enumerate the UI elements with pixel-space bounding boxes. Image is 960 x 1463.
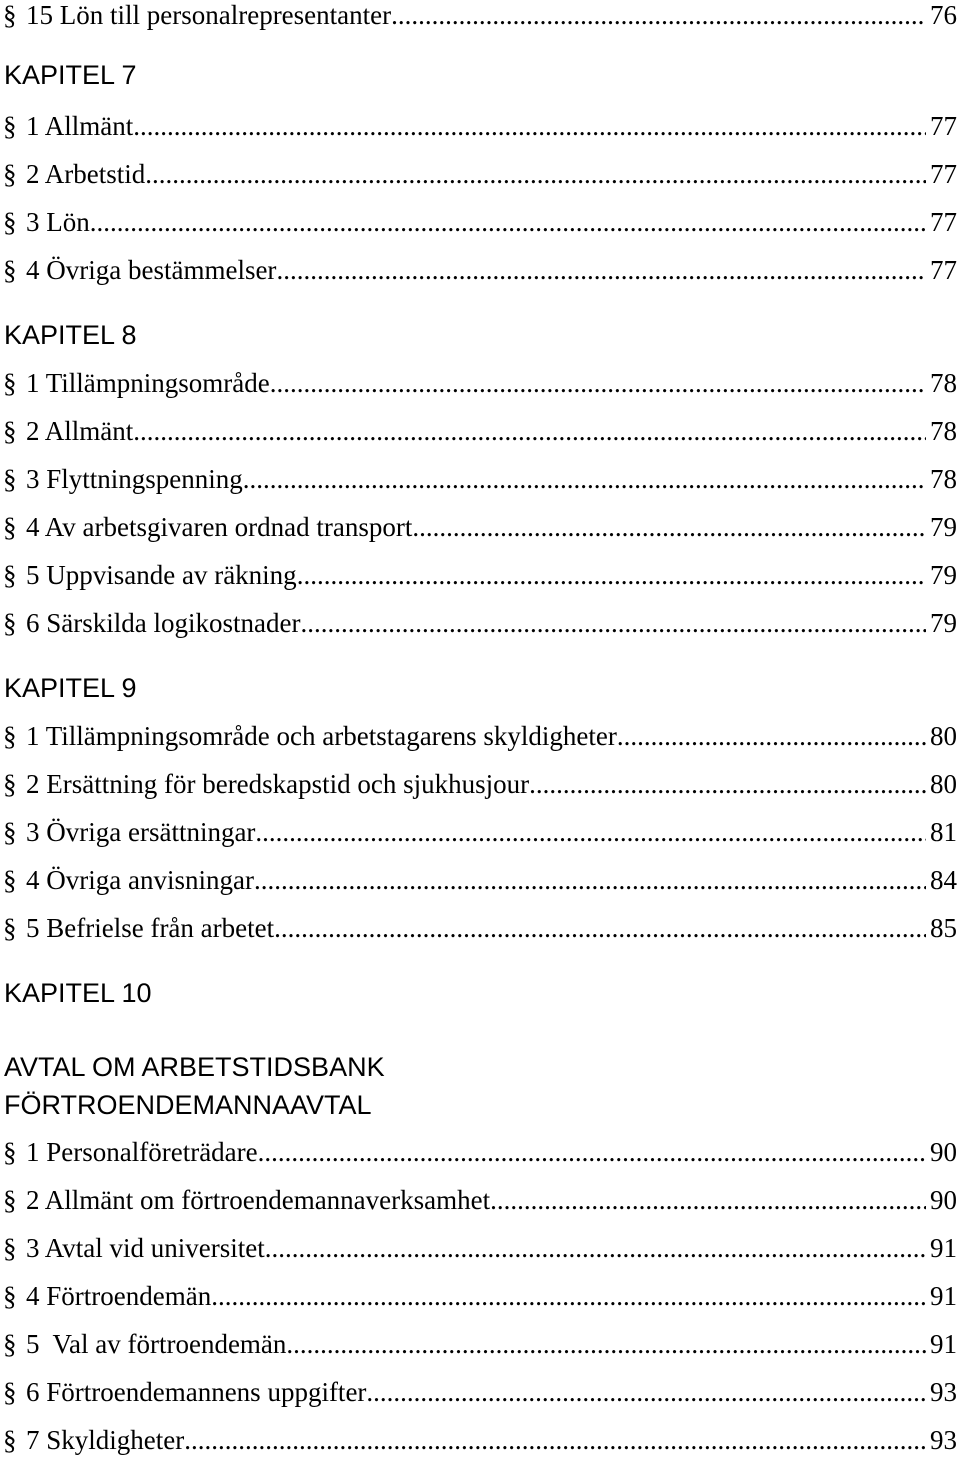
section-symbol: § <box>3 464 17 494</box>
toc-entry[interactable] <box>0 911 960 945</box>
toc-entry-title: 3 Avtal vid universitet <box>26 1233 265 1263</box>
toc-entry-line <box>26 1327 960 1361</box>
page-number: 90 <box>930 1185 957 1215</box>
chapter-heading: KAPITEL 7 <box>4 60 137 90</box>
section-symbol: § <box>3 1329 17 1359</box>
toc-entry-line <box>26 558 960 592</box>
toc-entry-title: 4 Övriga bestämmelser <box>26 255 277 285</box>
section-symbol: § <box>3 1137 17 1167</box>
page-number: 80 <box>930 769 957 799</box>
page-number: 78 <box>930 368 957 398</box>
toc-entry[interactable] <box>0 366 960 400</box>
toc-entry-title: 6 Särskilda logikostnader <box>26 608 301 638</box>
toc-entry[interactable] <box>0 815 960 849</box>
dot-leader <box>276 253 926 287</box>
dot-leader <box>243 462 926 496</box>
toc-entry-title: 3 Lön <box>26 207 90 237</box>
dot-leader <box>211 1279 926 1313</box>
toc-entry[interactable] <box>0 414 960 448</box>
section-symbol: § <box>3 1185 17 1215</box>
toc-entry-title: 6 Förtroendemannens uppgifter <box>26 1377 367 1407</box>
chapter-heading: KAPITEL 8 <box>4 320 137 350</box>
section-symbol: § <box>3 159 17 189</box>
toc-entry-title: 3 Övriga ersättningar <box>26 817 256 847</box>
toc-entry[interactable] <box>0 0 960 32</box>
section-symbol: § <box>3 913 17 943</box>
dot-leader <box>366 1375 926 1409</box>
page-number: 91 <box>930 1233 957 1263</box>
page-number: 79 <box>930 560 957 590</box>
dot-leader <box>297 558 926 592</box>
toc-entry[interactable] <box>0 606 960 640</box>
dot-leader <box>412 510 926 544</box>
toc-entry[interactable] <box>0 719 960 753</box>
page-number: 78 <box>930 464 957 494</box>
section-symbol: § <box>3 1377 17 1407</box>
toc-entry-line <box>26 1183 960 1217</box>
toc-entry-line <box>26 719 960 753</box>
page-number: 77 <box>930 111 957 141</box>
toc-entry-title: 4 Övriga anvisningar <box>26 865 254 895</box>
dot-leader <box>286 1327 926 1361</box>
toc-entry[interactable] <box>0 510 960 544</box>
dot-leader <box>300 606 926 640</box>
toc-entry-title: 2 Allmänt <box>26 416 134 446</box>
toc-entry-line <box>26 1423 960 1457</box>
page-number: 76 <box>930 0 957 30</box>
dot-leader <box>274 911 926 945</box>
page-number: 85 <box>930 913 957 943</box>
dot-leader <box>133 414 926 448</box>
toc-entry[interactable] <box>0 109 960 143</box>
toc-entry[interactable] <box>0 767 960 801</box>
section-symbol: § <box>3 1281 17 1311</box>
toc-entry-title: 2 Arbetstid <box>26 159 146 189</box>
toc-entry-title: 5 Val av förtroendemän <box>26 1329 287 1359</box>
chapter-heading: KAPITEL 9 <box>4 673 137 703</box>
section-symbol: § <box>3 560 17 590</box>
section-symbol: § <box>3 721 17 751</box>
section-symbol: § <box>3 512 17 542</box>
toc-entry[interactable] <box>0 253 960 287</box>
toc-entry[interactable] <box>0 1423 960 1457</box>
page-number: 77 <box>930 159 957 189</box>
toc-entry-title: 15 Lön till personalrepresentanter <box>26 0 392 30</box>
page-number: 79 <box>930 608 957 638</box>
toc-entry-line <box>26 157 960 191</box>
toc-entry[interactable] <box>0 1231 960 1265</box>
toc-entry-line <box>26 510 960 544</box>
dot-leader <box>265 1231 926 1265</box>
toc-entry[interactable] <box>0 863 960 897</box>
toc-entry-line <box>26 366 960 400</box>
page-number: 93 <box>930 1377 957 1407</box>
toc-entry-line <box>26 0 960 32</box>
toc-entry-line <box>26 815 960 849</box>
section-symbol: § <box>3 608 17 638</box>
page-number: 90 <box>930 1137 957 1167</box>
dot-leader <box>254 863 926 897</box>
toc-entry-title: 3 Flyttningspenning <box>26 464 243 494</box>
toc-entry-title: 1 Allmänt <box>26 111 134 141</box>
toc-entry-line <box>26 911 960 945</box>
toc-entry-line <box>26 109 960 143</box>
toc-entry[interactable] <box>0 1183 960 1217</box>
toc-entry[interactable] <box>0 205 960 239</box>
dot-leader <box>258 1135 926 1169</box>
toc-entry-title: 2 Allmänt om förtroendemannaverksamhet <box>26 1185 491 1215</box>
section-symbol: § <box>3 368 17 398</box>
section-symbol: § <box>3 416 17 446</box>
page-number: 77 <box>930 207 957 237</box>
page-number: 93 <box>930 1425 957 1455</box>
toc-entry-line <box>26 205 960 239</box>
page-number: 78 <box>930 416 957 446</box>
page-number: 84 <box>930 865 957 895</box>
toc-entry[interactable] <box>0 1135 960 1169</box>
toc-entry-title: 4 Förtroendemän <box>26 1281 212 1311</box>
toc-entry-title: 2 Ersättning för beredskapstid och sjukhusjour <box>26 769 530 799</box>
dot-leader <box>184 1423 926 1457</box>
toc-entry[interactable] <box>0 1375 960 1409</box>
toc-entry-line <box>26 1375 960 1409</box>
dot-leader <box>133 109 926 143</box>
toc-entry[interactable] <box>0 462 960 496</box>
toc-entry-title: 1 Personalföreträdare <box>26 1137 258 1167</box>
section-symbol: § <box>3 111 17 141</box>
dot-leader <box>617 719 926 753</box>
page-number: 91 <box>930 1329 957 1359</box>
toc-entry-line <box>26 253 960 287</box>
dot-leader <box>145 157 926 191</box>
chapter-heading: AVTAL OM ARBETSTIDSBANK <box>4 1052 385 1082</box>
toc-entry-title: 1 Tillämpningsområde <box>26 368 270 398</box>
section-symbol: § <box>3 817 17 847</box>
section-symbol: § <box>3 769 17 799</box>
toc-entry-line <box>26 1231 960 1265</box>
section-symbol: § <box>3 255 17 285</box>
toc-entry-line <box>26 606 960 640</box>
dot-leader <box>391 0 926 32</box>
dot-leader <box>90 205 926 239</box>
section-symbol: § <box>3 865 17 895</box>
toc-entry-title: 1 Tillämpningsområde och arbetstagarens skyldigheter <box>26 721 617 751</box>
toc-entry-title: 4 Av arbetsgivaren ordnad transport <box>26 512 413 542</box>
dot-leader <box>529 767 926 801</box>
page-number: 81 <box>930 817 957 847</box>
toc-entry-line <box>26 462 960 496</box>
chapter-heading: FÖRTROENDEMANNAAVTAL <box>4 1090 372 1120</box>
dot-leader <box>255 815 926 849</box>
section-symbol: § <box>3 1425 17 1455</box>
toc-entry-line <box>26 414 960 448</box>
section-symbol: § <box>3 0 17 30</box>
toc-entry-line <box>26 1279 960 1313</box>
page-number: 77 <box>930 255 957 285</box>
toc-entry-line <box>26 863 960 897</box>
toc-entry-line <box>26 767 960 801</box>
page-number: 79 <box>930 512 957 542</box>
toc-entry-title: 5 Befrielse från arbetet <box>26 913 275 943</box>
page-number: 80 <box>930 721 957 751</box>
chapter-heading: KAPITEL 10 <box>4 978 152 1008</box>
toc-entry[interactable] <box>0 558 960 592</box>
toc-entry[interactable] <box>0 1279 960 1313</box>
toc-entry-line <box>26 1135 960 1169</box>
toc-entry-title: 7 Skyldigheter <box>26 1425 185 1455</box>
dot-leader <box>270 366 926 400</box>
section-symbol: § <box>3 207 17 237</box>
toc-entry-title: 5 Uppvisande av räkning <box>26 560 297 590</box>
toc-entry[interactable] <box>0 157 960 191</box>
section-symbol: § <box>3 1233 17 1263</box>
page-number: 91 <box>930 1281 957 1311</box>
dot-leader <box>490 1183 926 1217</box>
toc-entry[interactable] <box>0 1327 960 1361</box>
